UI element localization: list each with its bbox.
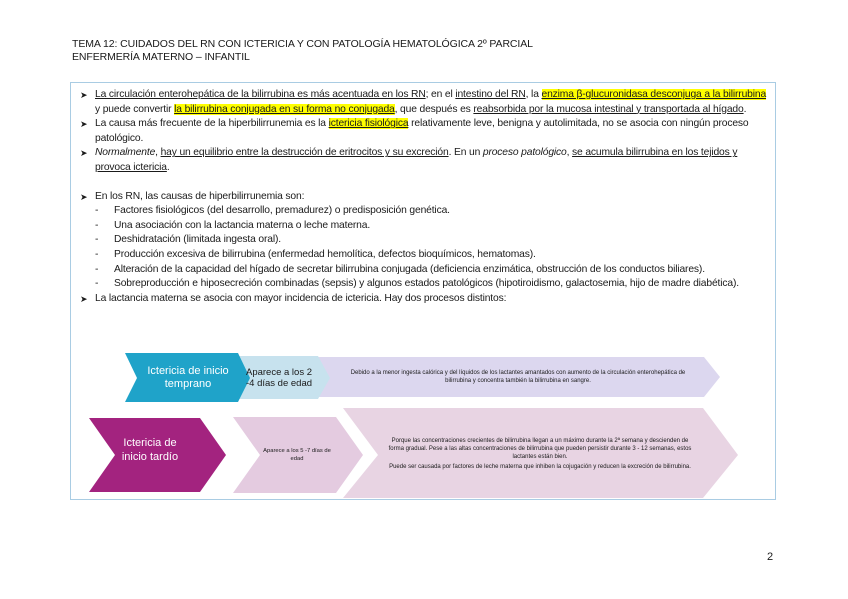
text-span: reabsorbida por la mucosa intestinal y transportada al hígado xyxy=(473,103,744,115)
header-subtitle: ENFERMERÍA MATERNO – INFANTIL xyxy=(72,51,250,63)
arrow-bullet-icon: ➤ xyxy=(80,90,88,100)
arrow-bullet-icon: ➤ xyxy=(80,119,88,130)
sub-item: - Sobreproducción e hiposecreción combinadas (sepsis) y algunos estados patológicos (hipotiroidismo, galactosemia, hijo de madre diabética). xyxy=(80,277,772,292)
text-span: . xyxy=(743,103,747,115)
page-number: 2 xyxy=(767,551,774,563)
text-span: , la xyxy=(525,89,542,100)
text-span: se acumula bilirrubina en los tejidos y provoca ictericia xyxy=(95,147,738,173)
row2-when: Aparece a los 5 -7 días de edad xyxy=(263,448,331,462)
sub-item: - Deshidratación (limitada ingesta oral). xyxy=(80,233,772,248)
row2-title: Ictericia de inicio tardío xyxy=(121,436,179,463)
sub-item: - Producción excesiva de bilirrubina (enfermedad hemolítica, defectos bioquímicos, hematomas). xyxy=(80,248,772,263)
text-span: , que después es xyxy=(394,103,474,115)
text-span: , xyxy=(566,147,573,159)
text-span: La causa más frecuente de la hiperbilirrunemia es la xyxy=(95,118,329,130)
text-span: La circulación enterohepática de la bilirrubina es más acentuada en los RN xyxy=(95,89,426,100)
row2-desc-p1: Porque las concentraciones crecientes de bilirrubina llegan a un máximo durante la 2ª semana y descienden de forma gradual. Pese a las altas concentraciones de bilirrubina que pueden persistir durante 3 - 12 semanas, estos lactantes están bien. xyxy=(388,438,692,460)
text-span: hay un equilibrio entre la destrucción de eritrocitos y su excreción xyxy=(160,147,449,159)
row1-title: Ictericia de inicio temprano xyxy=(147,364,229,390)
header-title: TEMA 12: CUIDADOS DEL RN CON ICTERICIA Y CON PATOLOGÍA HEMATOLÓGICA 2º PARCIAL xyxy=(72,38,533,50)
sub-item-text: Producción excesiva de bilirrubina (enfermedad hemolítica, defectos bioquímicos, hematomas). xyxy=(114,248,536,260)
row2-desc xyxy=(384,425,696,483)
sub-item-text: Alteración de la capacidad del hígado de secretar bilirrubina conjugada (deficiencia enzimática, obstrucción de los conductos biliares). xyxy=(114,263,705,275)
highlight-span: enzima β-glucuronidasa desconjuga a la bilirrubina xyxy=(541,89,767,100)
sub-item: - Una asociación con la lactancia materna o leche materna. xyxy=(80,219,772,234)
sub-item-text: Factores fisiológicos (del desarrollo, premadurez) o predisposición genética. xyxy=(114,205,450,217)
row1-when: Aparece a los 2 -4 días de edad xyxy=(245,367,313,389)
text-span: y puede convertir xyxy=(95,103,175,115)
text-span: ; en el xyxy=(425,89,456,100)
sub-item-text: Sobreproducción e hiposecreción combinadas (sepsis) y algunos estados patológicos (hipotiroidismo, galactosemia, hijo de madre diabética). xyxy=(114,278,739,290)
arrow-bullet-icon: ➤ xyxy=(80,191,88,202)
text-span: relativamente leve, benigna y autolimitada, no se asocia con ningún proceso patológico. xyxy=(95,118,749,144)
bullet-text: En los RN, las causas de hiperbilirrunemia son: xyxy=(95,190,305,202)
text-span: . xyxy=(166,161,170,173)
text-span: intestino del RN xyxy=(455,89,526,100)
sub-item-text: Deshidratación (limitada ingesta oral). xyxy=(114,234,281,246)
bullet-text: La lactancia materna se asocia con mayor incidencia de ictericia. Hay dos procesos distintos: xyxy=(95,292,507,304)
sub-item-text: Una asociación con la lactancia materna o leche materna. xyxy=(114,219,371,231)
row1-desc: Debido a la menor ingesta calórica y del líquidos de los lactantes amantados con aumento de la circulación enterohepática de bilirrubina y concentra también la bilirrubina en sangre. xyxy=(350,370,686,384)
text-span: proceso patológico xyxy=(482,147,567,159)
sub-item: - Alteración de la capacidad del hígado de secretar bilirrubina conjugada (deficiencia enzimática, obstrucción de los conductos biliares). xyxy=(80,263,772,278)
arrow-bullet-icon: ➤ xyxy=(80,148,88,159)
text-span: Normalmente xyxy=(95,147,156,159)
text-span: , xyxy=(155,147,161,159)
row2-desc-p2: Puede ser causada por factores de leche materna que inhiben la cojugación y reducen la excreción de bilirrubina. xyxy=(389,464,691,470)
highlight-span: ictericia fisiológica xyxy=(328,118,409,130)
arrow-bullet-icon: ➤ xyxy=(80,293,88,304)
text-span: . En un xyxy=(448,147,483,159)
highlight-span: la bilirrubina conjugada en su forma no conjugada xyxy=(174,103,395,115)
sub-item: - Factores fisiológicos (del desarrollo, premadurez) o predisposición genética. xyxy=(80,204,772,219)
